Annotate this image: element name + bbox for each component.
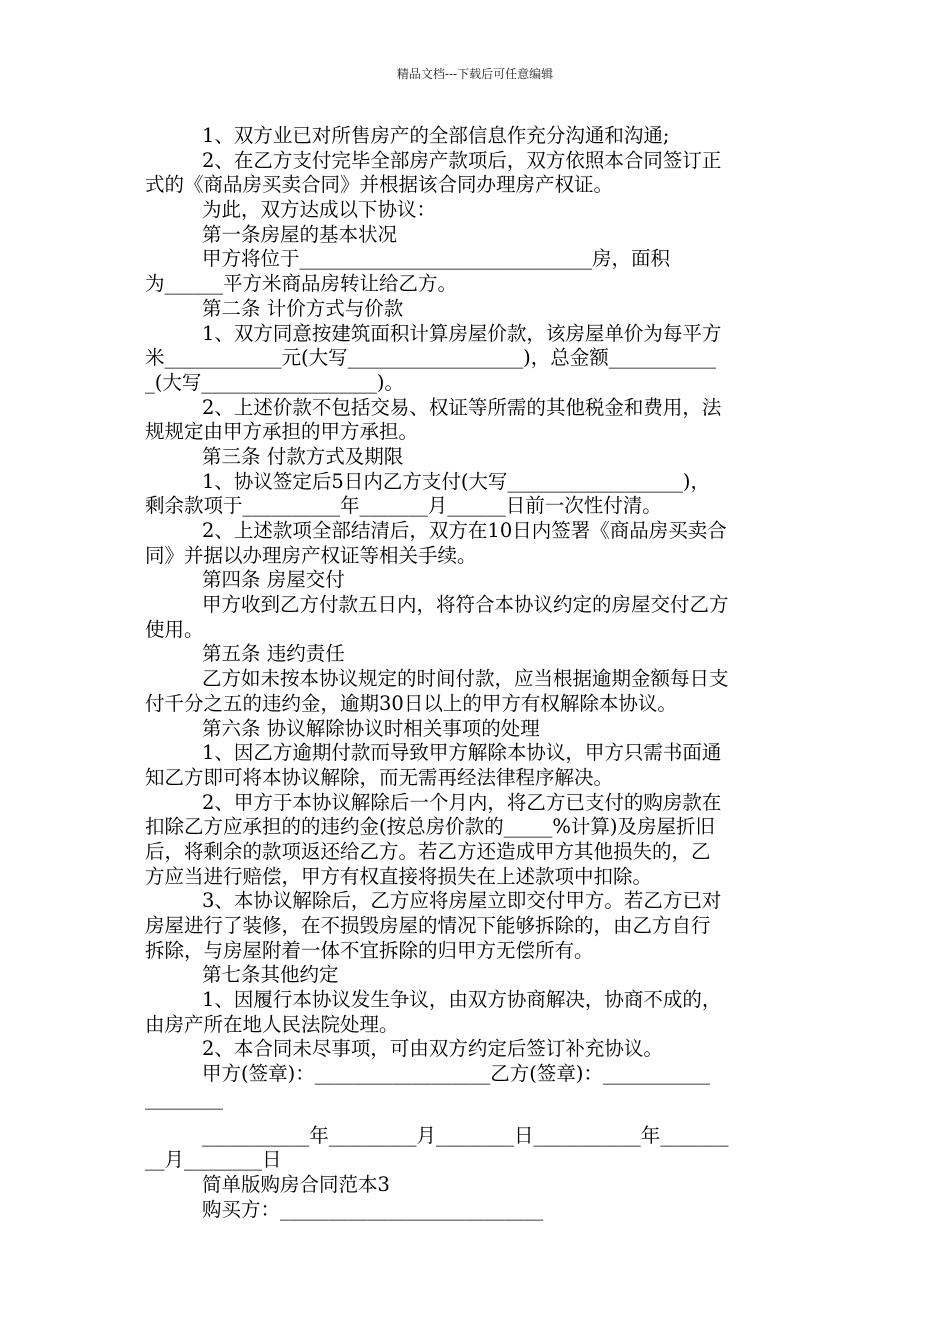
article-7-item-1: 1、因履行本协议发生争议，由双方协商解决，协商不成的，: [202, 988, 722, 1012]
article-4-text: 甲方收到乙方付款五日内，将符合本协议约定的房屋交付乙方: [202, 593, 729, 617]
clause-1-2-cont: 式的《商品房买卖合同》并根据该合同办理房产权证。: [145, 173, 614, 197]
article-2-item-1: 1、双方同意按建筑面积计算房屋价款，该房屋单价为每平方: [202, 321, 722, 345]
article-6-item-1: 1、因乙方逾期付款而导致甲方解除本协议，甲方只需书面通: [202, 741, 722, 765]
clause-1-1: 1、双方业已对所售房产的全部信息作充分沟通和沟通;: [202, 124, 670, 147]
article-6-heading: 第六条 协议解除协议时相关事项的处理: [202, 716, 540, 740]
article-3-heading: 第三条 付款方式及期限: [202, 444, 404, 468]
article-6-item-3-cont-2: 拆除，与房屋附着一体不宜拆除的归甲方无偿所有。: [145, 938, 594, 962]
date-line-cont: __月________日: [145, 1148, 282, 1172]
article-6-item-3-cont: 房屋进行了装修，在不损毁房屋的情况下能够拆除的，由乙方自行: [145, 914, 711, 937]
document-body: [145, 124, 807, 1222]
article-7-heading: 第七条其他约定: [202, 963, 339, 987]
article-6-item-2-cont-2: 后，将剩余的款项返还给乙方。若乙方还造成甲方其他损失的，乙: [145, 839, 711, 863]
date-line: ___________年_________月________日___________年_______: [202, 1123, 729, 1147]
clause-1-2: 2、在乙方支付完毕全部房产款项后，双方依照本合同签订正: [202, 148, 722, 172]
article-4-heading: 第四条 房屋交付: [202, 568, 345, 592]
article-2-item-2: 2、上述价款不包括交易、权证等所需的其他税金和费用，法: [202, 395, 722, 419]
article-2-heading: 第二条 计价方式与价款: [202, 296, 404, 320]
article-7-item-2: 2、本合同未尽事项，可由双方约定后签订补充协议。: [202, 1037, 663, 1061]
article-6-item-2-cont-3: 方应当进行赔偿，甲方有权直接将损失在上述款项中扣除。: [145, 864, 653, 888]
article-2-item-1-cont-2: _(大写__________________)。: [145, 370, 404, 394]
article-5-text: 乙方如未按本协议规定的时间付款，应当根据逾期金额每日支: [202, 667, 729, 691]
article-1-heading: 第一条房屋的基本状况: [202, 222, 398, 246]
article-6-item-3: 3、本协议解除后，乙方应将房屋立即交付甲方。若乙方已对: [202, 889, 722, 913]
article-3-item-1: 1、协议签定后5日内乙方支付(大写__________________)，: [202, 469, 711, 493]
article-1-text-cont: 为______平方米商品房转让给乙方。: [145, 272, 458, 296]
article-7-item-1-cont: 由房产所在地人民法院处理。: [145, 1012, 399, 1036]
signature-line: 甲方(签章)：__________________乙方(签章)：___________: [202, 1062, 711, 1086]
article-6-item-2: 2、甲方于本协议解除后一个月内，将乙方已支付的购房款在: [202, 790, 722, 814]
article-6-item-2-cont: 扣除乙方应承担的的违约金(按总房价款的_____%计算)及房屋折旧: [145, 815, 715, 839]
template-title: 简单版购房合同范本3: [202, 1172, 390, 1196]
spacer: [145, 1112, 807, 1124]
article-6-item-1-cont: 知乙方即可将本协议解除，而无需再经法律程序解决。: [145, 765, 614, 789]
article-4-text-cont: 使用。: [145, 617, 204, 641]
signature-line-cont: ________: [145, 1086, 223, 1110]
article-3-item-2-cont: 同》并据以办理房产权证等相关手续。: [145, 543, 477, 567]
article-5-heading: 第五条 违约责任: [202, 642, 345, 666]
article-3-item-2: 2、上述款项全部结清后，双方在10日内签署《商品房买卖合: [202, 519, 727, 542]
article-5-text-cont: 付千分之五的违约金，逾期30日以上的甲方有权解除本协议。: [145, 691, 677, 715]
buyer-line: 购买方：___________________________: [202, 1197, 544, 1221]
agreement-intro: 为此，双方达成以下协议：: [202, 198, 437, 222]
article-1-text: 甲方将位于______________________________房，面积: [202, 247, 671, 271]
article-3-item-1-cont: 剩余款项于__________年_______月______日前一次性付清。: [145, 494, 662, 518]
article-2-item-1-cont: 米____________元(大写__________________)，总金额___________: [145, 346, 716, 370]
article-2-item-2-cont: 规规定由甲方承担的甲方承担。: [145, 420, 419, 444]
page-header: 精品文档---下载后可任意编辑: [396, 67, 554, 81]
